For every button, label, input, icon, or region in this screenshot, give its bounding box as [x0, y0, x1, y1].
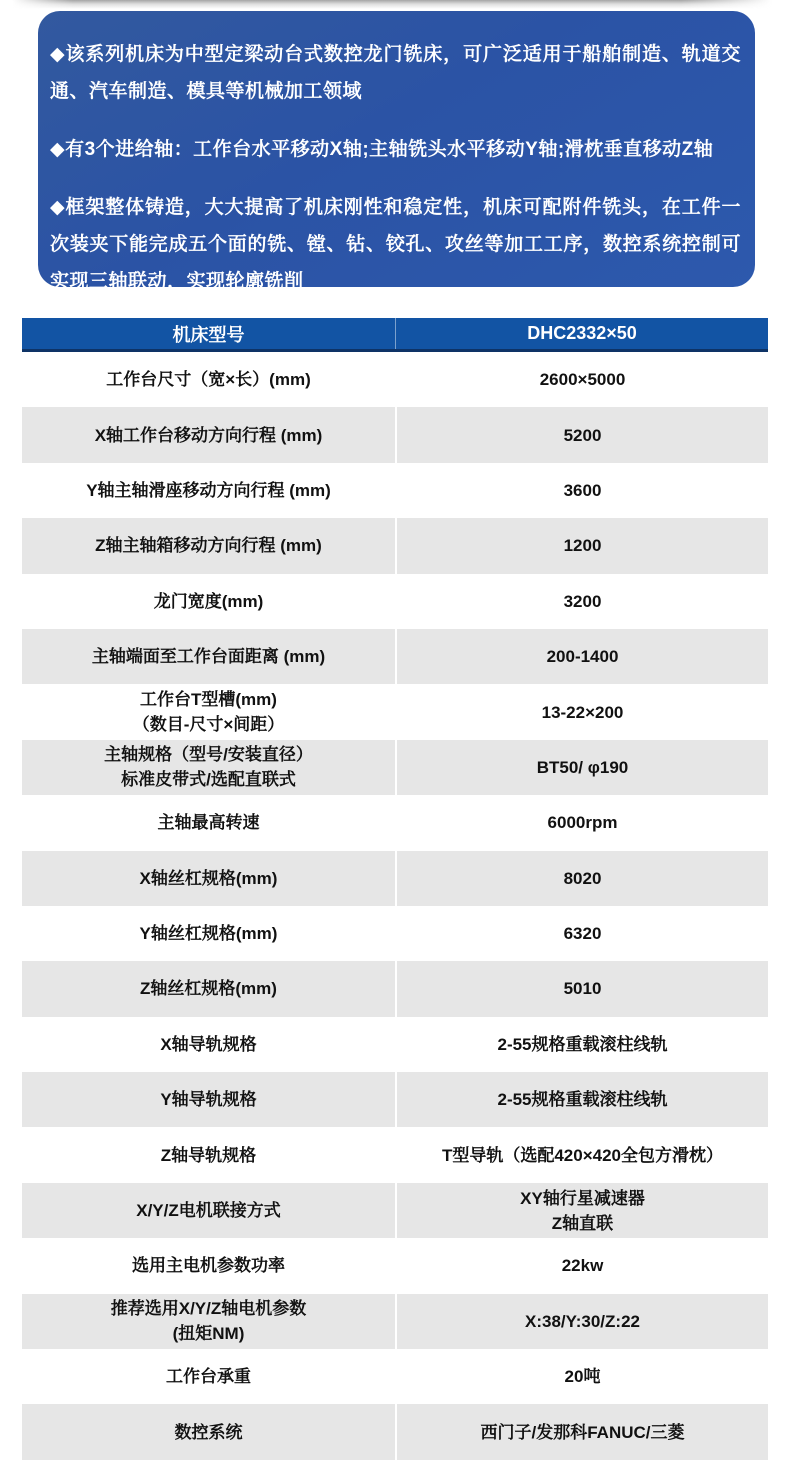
table-row [22, 684, 768, 739]
spec-value-text: 3600 [563, 480, 602, 500]
table-row [22, 961, 768, 1016]
table-row [22, 795, 768, 850]
spec-value [395, 1017, 768, 1072]
table-header-row [22, 318, 768, 352]
spec-label-text: Y轴导轨规格 [160, 1090, 257, 1110]
spec-label-text: 龙门宽度(mm) [153, 591, 264, 611]
spec-value-text: 5010 [563, 979, 602, 999]
header-cell-model: DHC2332×50 [395, 318, 768, 349]
spec-label-text-line2: 标准皮带式/选配直联式 [121, 770, 296, 790]
spec-label-text: 推荐选用X/Y/Z轴电机参数 [110, 1299, 307, 1319]
spec-label [22, 1017, 395, 1072]
spec-label-text: Y轴主轴滑座移动方向行程 (mm) [86, 480, 331, 500]
table-row [22, 629, 768, 684]
spec-value [395, 407, 768, 462]
spec-value [395, 906, 768, 961]
top-shadow-band [12, 0, 772, 9]
spec-value [395, 1349, 768, 1404]
spec-label-text: 数控系统 [174, 1422, 243, 1442]
spec-label [22, 1294, 395, 1349]
table-row [22, 1294, 768, 1349]
spec-label [22, 629, 395, 684]
spec-label-text: X轴工作台移动方向行程 (mm) [94, 425, 323, 445]
spec-value-text: 3200 [563, 591, 602, 611]
table-row [22, 851, 768, 906]
spec-value [395, 352, 768, 407]
table-row [22, 906, 768, 961]
spec-label-text: 工作台尺寸（宽×长）(mm) [106, 370, 311, 390]
banner-bullet-3: ◆框架整体铸造，大大提高了机床刚性和稳定性，机床可配附件铣头，在工件一次装夹下能完成五个面的铣、镗、钻、铰孔、攻丝等加工工序，数控系统控制可实现三轴联动，实现轮廓铣削 [50, 197, 741, 292]
spec-value [395, 684, 768, 739]
spec-label-text: 主轴端面至工作台面距离 (mm) [91, 647, 326, 667]
spec-label-text: 选用主电机参数功率 [132, 1256, 285, 1276]
spec-value-text: 6320 [563, 924, 602, 944]
spec-label [22, 906, 395, 961]
spec-value-text: 200-1400 [546, 647, 619, 667]
spec-label [22, 961, 395, 1016]
banner-bullet-2: ◆有3个进给轴：工作台水平移动X轴;主轴铣头水平移动Y轴;滑枕垂直移动Z轴 [50, 139, 714, 160]
spec-value [395, 463, 768, 518]
spec-label-text: 工作台T型槽(mm) [140, 690, 277, 710]
table-row [22, 1072, 768, 1127]
spec-label-text-line2: (扭矩NM) [172, 1324, 245, 1344]
spec-value [395, 1072, 768, 1127]
spec-label [22, 740, 395, 795]
spec-value-text: 22kw [561, 1256, 604, 1276]
spec-label-text-line2: （数目-尺寸×间距） [132, 715, 285, 735]
table-row [22, 1127, 768, 1182]
spec-value-text: 1200 [563, 536, 602, 556]
spec-value-text-line2: Z轴直联 [551, 1213, 614, 1233]
spec-value-text: 5200 [563, 425, 602, 445]
spec-label-text: 主轴最高转速 [157, 813, 260, 833]
table-row [22, 1017, 768, 1072]
table-row [22, 1349, 768, 1404]
spec-value [395, 1294, 768, 1349]
table-row [22, 1238, 768, 1293]
spec-value [395, 1127, 768, 1182]
spec-value [395, 574, 768, 629]
table-row [22, 518, 768, 573]
header-cell-label: 机床型号 [172, 324, 245, 345]
table-row [22, 740, 768, 795]
spec-value [395, 1183, 768, 1238]
spec-table [22, 318, 768, 1460]
spec-value [395, 1238, 768, 1293]
spec-value [395, 740, 768, 795]
spec-value-text: 西门子/发那科FANUC/三菱 [480, 1422, 685, 1442]
spec-label [22, 851, 395, 906]
banner-bullet-1: ◆该系列机床为中型定梁动台式数控龙门铣床，可广泛适用于船舶制造、轨道交通、汽车制造、模具等机械加工领域 [50, 44, 741, 102]
table-row [22, 1183, 768, 1238]
table-body [22, 352, 768, 1460]
spec-value [395, 851, 768, 906]
spec-value-text: 8020 [563, 868, 602, 888]
spec-value-text: T型导轨（选配420×420全包方滑枕） [441, 1145, 724, 1165]
spec-label-text: 主轴规格（型号/安装直径） [104, 745, 313, 765]
spec-value-text: 2-55规格重载滚柱线轨 [497, 1034, 668, 1054]
spec-value-text: 2600×5000 [539, 370, 626, 390]
intro-banner [38, 11, 755, 292]
spec-label [22, 1238, 395, 1293]
spec-label [22, 1127, 395, 1182]
table-row [22, 574, 768, 629]
spec-label-text: X/Y/Z电机联接方式 [136, 1201, 281, 1221]
spec-label [22, 574, 395, 629]
spec-label [22, 1404, 395, 1459]
spec-value [395, 1404, 768, 1459]
spec-value [395, 629, 768, 684]
spec-value-text: 20吨 [564, 1367, 601, 1387]
spec-label-text: Z轴导轨规格 [160, 1145, 257, 1165]
spec-value [395, 961, 768, 1016]
spec-value-text: X:38/Y:30/Z:22 [525, 1311, 640, 1331]
spec-label [22, 518, 395, 573]
spec-label-text: 工作台承重 [166, 1367, 251, 1387]
spec-value-text: BT50/ φ190 [536, 757, 629, 777]
table-row [22, 407, 768, 462]
spec-label [22, 1072, 395, 1127]
spec-label [22, 352, 395, 407]
spec-value-text: 2-55规格重载滚柱线轨 [497, 1090, 668, 1110]
spec-value [395, 795, 768, 850]
spec-label [22, 684, 395, 739]
spec-value-text: 6000rpm [547, 813, 618, 833]
spec-label-text: Y轴丝杠规格(mm) [139, 924, 278, 944]
spec-label [22, 1349, 395, 1404]
spec-label-text: X轴丝杠规格(mm) [139, 868, 278, 888]
table-row [22, 463, 768, 518]
spec-label [22, 795, 395, 850]
spec-label [22, 407, 395, 462]
spec-label [22, 463, 395, 518]
spec-value [395, 518, 768, 573]
spec-label [22, 1183, 395, 1238]
table-row [22, 1404, 768, 1459]
spec-label-text: X轴导轨规格 [160, 1034, 257, 1054]
spec-label-text: Z轴丝杠规格(mm) [140, 979, 277, 999]
table-row [22, 352, 768, 407]
spec-value-text: XY轴行星减速器 [520, 1188, 645, 1208]
spec-value-text: 13-22×200 [541, 702, 624, 722]
spec-label-text: Z轴主轴箱移动方向行程 (mm) [95, 536, 322, 556]
